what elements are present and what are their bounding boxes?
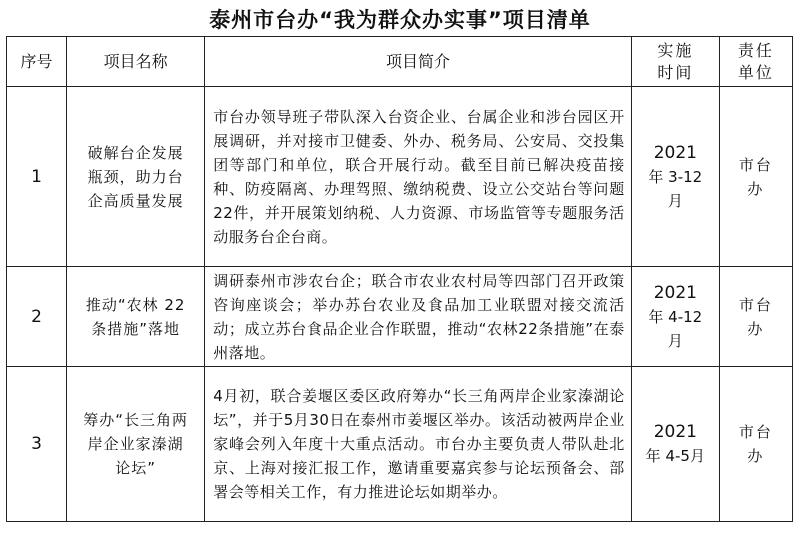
project-name-cell [67, 367, 205, 522]
row-number: 3 [7, 367, 67, 522]
project-time [631, 367, 719, 522]
header-time-label: 实施时间 [657, 40, 694, 82]
row-number: 1 [7, 87, 67, 267]
project-name-cell [67, 87, 205, 267]
project-time [631, 267, 719, 367]
time-year: 2021 [653, 422, 697, 442]
table-row [7, 267, 793, 367]
time-year: 2021 [653, 282, 697, 303]
header-name: 项目名称 [67, 37, 205, 87]
project-unit: 市台办 [738, 155, 773, 198]
header-unit-label: 责任单位 [737, 40, 774, 82]
header-unit [719, 37, 792, 87]
document-title: 泰州市台办“我为群众办实事”项目清单 [209, 8, 591, 32]
project-desc: 市台办领导班子带队深入台资企业、台属企业和涉台园区开展调研，并对接市卫健委、外办、税务局、公安局、交投集团等部门和单位，联合开展行动。截至目前已解决疫苗接种、防疫隔离、办理驾照、缴纳税费、设立公交站台等问题22件，并开展策划纳税、人力资源、市场监管等专题服务活动服务台企台商。 [213, 107, 625, 246]
project-name-cell [67, 267, 205, 367]
project-desc-cell [205, 267, 632, 367]
project-desc-cell [205, 367, 632, 522]
header-time [631, 37, 719, 87]
header-no: 序号 [7, 37, 67, 87]
header-desc: 项目简介 [205, 37, 632, 87]
time-range: 年 3-12月 [648, 167, 703, 210]
time-range: 年 4-12月 [648, 307, 703, 350]
table-row [7, 367, 793, 522]
project-desc-cell [205, 87, 632, 267]
project-desc: 4月初，联合姜堰区委区政府筹办“长三角两岸企业家溱湖论坛”，并于5月30日在泰州市姜堰区举办。该活动被两岸企业家峰会列入年度十大重点活动。市台办主要负责人带队赴北京、上海对接汇报工作，邀请重要嘉宾参与论坛预备会、部署会等相关工作，有力推进论坛如期举办。 [213, 387, 625, 501]
project-name: 破解台企发展瓶颈，助力台企高质量发展 [87, 143, 184, 210]
project-unit-cell [719, 367, 792, 522]
project-unit: 市台办 [738, 423, 773, 465]
table-row [7, 87, 793, 267]
project-table [6, 36, 793, 522]
time-year: 2021 [653, 142, 697, 163]
project-name: 筹办“长三角两岸企业家溱湖论坛” [83, 411, 189, 477]
time-range: 年 4-5月 [645, 447, 705, 465]
project-time [631, 87, 719, 267]
project-unit-cell [719, 87, 792, 267]
row-number: 2 [7, 267, 67, 367]
project-unit: 市台办 [738, 295, 773, 338]
header-row [7, 37, 793, 87]
project-name: 推动“农林 22条措施”落地 [85, 295, 186, 338]
project-unit-cell [719, 267, 792, 367]
project-desc: 调研泰州市涉农台企；联合市农业农村局等四部门召开政策咨询座谈会；举办苏台农业及食品加工业联盟对接交流活动；成立苏台食品企业合作联盟，推动“农林22条措施”在泰州落地。 [213, 271, 625, 362]
